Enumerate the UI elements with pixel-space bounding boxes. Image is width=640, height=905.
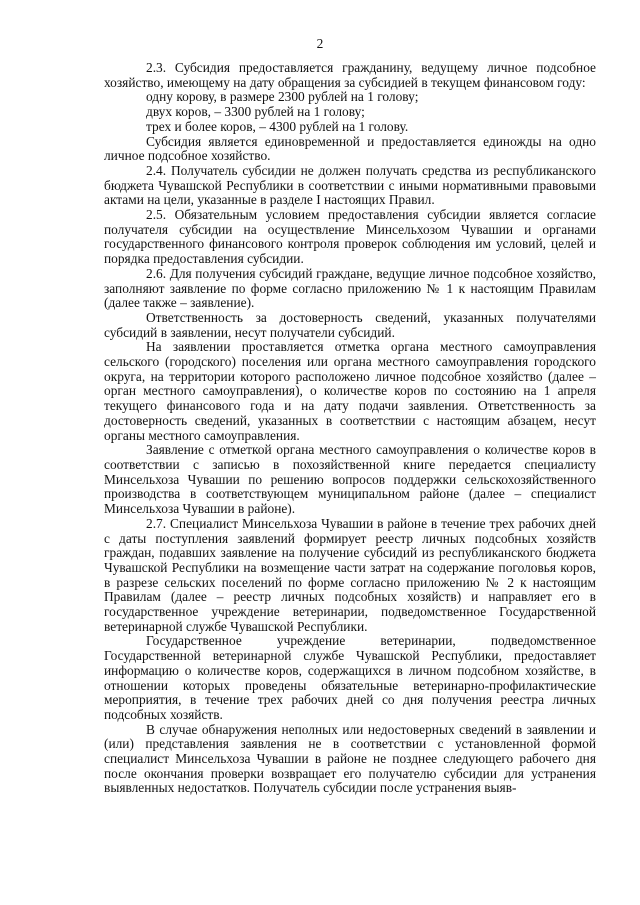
page-number: 2: [316, 36, 324, 51]
list-item: двух коров, – 3300 рублей на 1 голову;: [146, 104, 365, 120]
paragraph: 2.7. Специалист Минсельхоза Чувашии в районе в течение трех рабочих дней с даты поступления заявлений формирует реестр личных подсобных хозяйств граждан, подавших заявление на получение субсидий из республиканского бюджета Чувашской Республики на возмещение части затрат на содержание поголовья коров, в разрезе сельских поселений по форме согласно приложению № 2 к настоящим Правилам (далее – реестр личных подсобных хозяйств) и направляет его в государственное учреждение ветеринарии, подведомственное Государственной ветеринарной службе Чувашской Республики.: [104, 515, 596, 634]
list-item: трех и более коров, – 4300 рублей на 1 голову.: [146, 118, 409, 134]
paragraph: 2.3. Субсидия предоставляется гражданину, ведущему личное подсобное хозяйство, имеющему на дату обращения за субсидией в текущем финансовом году:: [104, 60, 596, 90]
paragraph: 2.6. Для получения субсидий граждане, ведущие личное подсобное хозяйство, заполняют заявление по форме согласно приложению № 1 к настоящим Правилам (далее также – заявление).: [104, 265, 596, 311]
paragraph: Ответственность за достоверность сведений, указанных получателями субсидий в заявлении, несут получатели субсидий.: [104, 309, 596, 340]
paragraph: Заявление с отметкой органа местного самоуправления о количестве коров в соответствии с записью в похозяйственной книге передается специалисту Минсельхоза Чувашии по решению вопросов поддержки сельскохозяйственного производства в соответствующем муниципальном районе (далее – специалист Минсельхоза Чувашии в районе).: [104, 442, 596, 517]
paragraph: Государственное учреждение ветеринарии, подведомственное Государственной ветеринарной службе Чувашской Республики, предоставляет информацию о количестве коров, содержащихся в личном подсобном хозяйстве, в отношении которых проведены обязательные ветеринарно-профилактические мероприятия, в течение трех рабочих дней со дня получения реестра личных подсобных хозяйств.: [104, 633, 596, 722]
paragraph: Субсидия является единовременной и предоставляется единожды на одно личное подсобное хозяйство.: [104, 133, 596, 164]
paragraph: В случае обнаружения неполных или недостоверных сведений в заявлении и (или) представления заявления не в соответствии с установленной формой специалист Минсельхоза Чувашии в районе не позднее следующего рабочего дня после окончания проверки возвращает его получателю субсидии для устранения выявленных недостатков. Получатель субсидии после устранения выяв-: [104, 721, 596, 796]
paragraph: 2.4. Получатель субсидии не должен получать средства из республиканского бюджета Чувашской Республики в соответствии с иными нормативными правовыми актами на цели, указанные в разделе I настоящих Правил.: [104, 162, 596, 208]
list-item: одну корову, в размере 2300 рублей на 1 голову;: [146, 89, 419, 105]
document-body: [104, 61, 596, 796]
paragraph: На заявлении проставляется отметка органа местного самоуправления сельского (городского) поселения или органа местного самоуправления городского округа, на территории которого расположено личное подсобное хозяйство (далее – орган местного самоуправления), о количестве коров по состоянию на 1 апреля текущего финансового года и на дату подачи заявления. Ответственность за достоверность сведений, указанных в соответствии с настоящим абзацем, несут органы местного самоуправления.: [104, 339, 596, 443]
paragraph: 2.5. Обязательным условием предоставления субсидии является согласие получателя субсидии на осуществление Минсельхозом Чувашии и органами государственного финансового контроля проверок соблюдения им условий, целей и порядка предоставления субсидии.: [104, 207, 596, 267]
